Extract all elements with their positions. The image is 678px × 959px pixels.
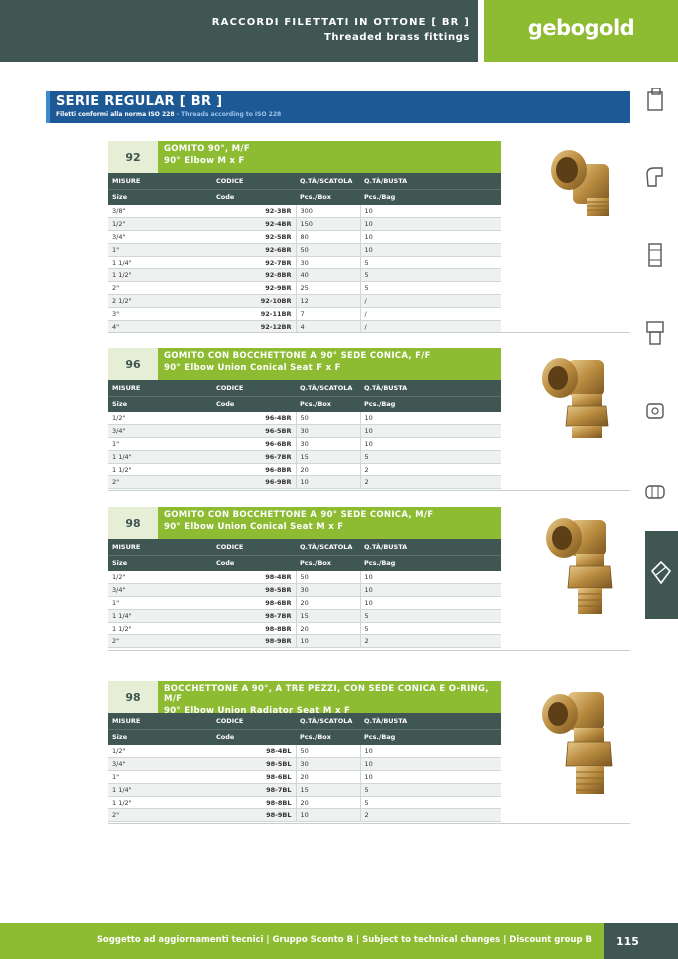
bag-qty-cell: 5 (360, 256, 501, 269)
box-qty-cell: 25 (296, 282, 360, 295)
code-cell: 98-6BR (212, 597, 296, 610)
code-cell: 96-5BR (212, 425, 296, 438)
bag-qty-cell: 10 (360, 243, 501, 256)
section-title-it: GOMITO CON BOCCHETTONE A 90° SEDE CONICA, F/F (164, 351, 431, 361)
box-qty-cell: 15 (296, 450, 360, 463)
table-row (108, 463, 501, 476)
table-header-it (108, 173, 501, 189)
section-header (108, 681, 501, 716)
code-cell: 96-9BR (212, 476, 296, 489)
bag-qty-cell: / (360, 307, 501, 320)
section-code: 98 (108, 507, 158, 539)
section-code: 92 (108, 141, 158, 173)
column-header: Q.TÀ/BUSTA (360, 173, 501, 189)
box-qty-cell: 50 (296, 412, 360, 425)
code-cell: 98-6BL (212, 771, 296, 784)
section-title-en: 90° Elbow Union Conical Seat M x F (164, 522, 344, 532)
elbow-union-96-photo (538, 350, 618, 442)
box-qty-cell: 20 (296, 622, 360, 635)
box-qty-cell: 12 (296, 295, 360, 308)
column-header: Pcs./Bag (360, 555, 501, 571)
section-header (108, 507, 501, 539)
bag-qty-cell: 5 (360, 450, 501, 463)
series-title: SERIE REGULAR [ BR ] (56, 94, 223, 109)
section-title (158, 141, 501, 173)
code-cell: 98-4BL (212, 745, 296, 758)
section-title (158, 681, 501, 716)
box-qty-cell: 30 (296, 758, 360, 771)
column-header: Pcs./Box (296, 555, 360, 571)
section-divider (108, 650, 630, 651)
table-row (108, 307, 501, 320)
column-header: Size (108, 729, 212, 745)
column-header: CODICE (212, 380, 296, 396)
box-qty-cell: 7 (296, 307, 360, 320)
code-cell: 92-12BR (212, 320, 296, 333)
column-header: MISURE (108, 380, 212, 396)
box-qty-cell: 10 (296, 635, 360, 648)
table-header-it (108, 380, 501, 396)
section-title-en: 90° Elbow Union Conical Seat F x F (164, 363, 341, 373)
code-cell: 98-7BR (212, 609, 296, 622)
bag-qty-cell: 2 (360, 463, 501, 476)
table-row (108, 609, 501, 622)
section-title (158, 507, 501, 539)
column-header: Size (108, 189, 212, 205)
section-divider (108, 823, 630, 824)
column-header: Q.TÀ/SCATOLA (296, 173, 360, 189)
product-section-92 (108, 141, 501, 333)
column-header: MISURE (108, 173, 212, 189)
bag-qty-cell: 10 (360, 597, 501, 610)
column-header: Code (212, 729, 296, 745)
code-cell: 92-9BR (212, 282, 296, 295)
code-cell: 98-5BR (212, 584, 296, 597)
bag-qty-cell: 10 (360, 412, 501, 425)
size-cell: 4" (108, 320, 212, 333)
product-table (108, 539, 501, 648)
section-title-it: BOCCHETTONE A 90°, A TRE PEZZI, CON SEDE CONICA E O-RING, M/F (164, 684, 489, 704)
header-band (0, 0, 478, 62)
size-cell: 1" (108, 243, 212, 256)
box-qty-cell: 20 (296, 796, 360, 809)
elbow-active-icon (650, 559, 672, 587)
bag-qty-cell: 2 (360, 809, 501, 822)
table-row (108, 476, 501, 489)
size-cell: 2" (108, 282, 212, 295)
column-header: Pcs./Bag (360, 396, 501, 412)
size-cell: 2" (108, 635, 212, 648)
column-header: Size (108, 555, 212, 571)
column-header: Size (108, 396, 212, 412)
code-cell: 98-4BR (212, 571, 296, 584)
product-section-96 (108, 348, 501, 489)
column-header: MISURE (108, 713, 212, 729)
section-title-en: 90° Elbow M x F (164, 156, 245, 166)
table-row (108, 231, 501, 244)
section-title (158, 348, 501, 380)
table-row (108, 243, 501, 256)
box-qty-cell: 20 (296, 463, 360, 476)
side-active-tab[interactable] (645, 531, 678, 619)
size-cell: 2" (108, 809, 212, 822)
column-header: Q.TÀ/BUSTA (360, 539, 501, 555)
bag-qty-cell: 10 (360, 771, 501, 784)
brand-band (484, 0, 678, 62)
column-header: Code (212, 396, 296, 412)
section-title-it: GOMITO CON BOCCHETTONE A 90° SEDE CONICA, M/F (164, 510, 434, 520)
code-cell: 96-6BR (212, 438, 296, 451)
bag-qty-cell: 2 (360, 476, 501, 489)
size-cell: 3/8" (108, 205, 212, 218)
table-row (108, 571, 501, 584)
section-code: 98 (108, 681, 158, 713)
table-header-it (108, 539, 501, 555)
box-qty-cell: 30 (296, 584, 360, 597)
box-qty-cell: 30 (296, 256, 360, 269)
valve-fitting-icon[interactable] (644, 398, 666, 424)
box-qty-cell: 80 (296, 231, 360, 244)
box-qty-cell: 15 (296, 783, 360, 796)
code-cell: 92-5BR (212, 231, 296, 244)
code-cell: 96-4BR (212, 412, 296, 425)
column-header: Pcs./Bag (360, 729, 501, 745)
section-divider (108, 332, 630, 333)
bag-qty-cell: / (360, 320, 501, 333)
brand-logo: gebogold (527, 16, 635, 40)
size-cell: 3" (108, 307, 212, 320)
table-row (108, 269, 501, 282)
code-cell: 92-11BR (212, 307, 296, 320)
bag-qty-cell: 10 (360, 205, 501, 218)
column-header: CODICE (212, 539, 296, 555)
section-header (108, 141, 501, 173)
column-header: Pcs./Box (296, 396, 360, 412)
section-header (108, 348, 501, 380)
size-cell: 1 1/2" (108, 269, 212, 282)
connector-fitting-icon[interactable] (644, 478, 666, 504)
bag-qty-cell: 10 (360, 218, 501, 231)
size-cell: 3/4" (108, 584, 212, 597)
product-table (108, 380, 501, 489)
bag-qty-cell: 5 (360, 622, 501, 635)
product-table (108, 713, 501, 822)
table-row (108, 771, 501, 784)
box-qty-cell: 4 (296, 320, 360, 333)
column-header: Pcs./Box (296, 729, 360, 745)
code-cell: 92-4BR (212, 218, 296, 231)
size-cell: 1/2" (108, 745, 212, 758)
series-banner (46, 91, 630, 123)
table-row (108, 425, 501, 438)
product-table (108, 173, 501, 333)
box-qty-cell: 300 (296, 205, 360, 218)
table-row (108, 412, 501, 425)
size-cell: 1/2" (108, 571, 212, 584)
code-cell: 96-8BR (212, 463, 296, 476)
box-qty-cell: 30 (296, 425, 360, 438)
size-cell: 1 1/2" (108, 622, 212, 635)
bag-qty-cell: 5 (360, 269, 501, 282)
table-row (108, 809, 501, 822)
page-footer (0, 923, 678, 959)
box-qty-cell: 10 (296, 476, 360, 489)
series-note (56, 111, 281, 118)
footer-text: Soggetto ad aggiornamenti tecnici | Gruppo Sconto B | Subject to technical changes | Discount group B (96, 935, 592, 945)
union-fitting-icon[interactable] (644, 320, 666, 346)
table-header-en (108, 189, 501, 205)
table-row (108, 622, 501, 635)
table-row (108, 438, 501, 451)
code-cell: 98-8BR (212, 622, 296, 635)
size-cell: 1 1/4" (108, 450, 212, 463)
table-row (108, 597, 501, 610)
bag-qty-cell: 5 (360, 609, 501, 622)
table-header-en (108, 555, 501, 571)
radiator-union-98-photo (538, 684, 618, 800)
box-qty-cell: 15 (296, 609, 360, 622)
header-subtitle: Threaded brass fittings (323, 32, 470, 43)
bag-qty-cell: 10 (360, 231, 501, 244)
bag-qty-cell: 10 (360, 745, 501, 758)
code-cell: 96-7BR (212, 450, 296, 463)
column-header: Pcs./Box (296, 189, 360, 205)
box-qty-cell: 40 (296, 269, 360, 282)
section-title-it: GOMITO 90°, M/F (164, 144, 250, 154)
table-row (108, 295, 501, 308)
bag-qty-cell: 5 (360, 796, 501, 809)
series-note-it: Filetti conformi alla norma ISO 228 (56, 111, 175, 118)
code-cell: 98-7BL (212, 783, 296, 796)
column-header: MISURE (108, 539, 212, 555)
code-cell: 98-8BL (212, 796, 296, 809)
box-qty-cell: 20 (296, 597, 360, 610)
size-cell: 1" (108, 597, 212, 610)
box-qty-cell: 50 (296, 571, 360, 584)
column-header: Q.TÀ/BUSTA (360, 713, 501, 729)
column-header: CODICE (212, 173, 296, 189)
elbow-fitting-icon[interactable] (644, 164, 666, 190)
section-code: 96 (108, 348, 158, 380)
code-cell: 98-9BR (212, 635, 296, 648)
series-note-en: - Threads according to ISO 228 (174, 111, 282, 118)
header-title: RACCORDI FILETTATI IN OTTONE [ BR ] (211, 17, 470, 28)
table-header-en (108, 729, 501, 745)
size-cell: 2 1/2" (108, 295, 212, 308)
code-cell: 98-9BL (212, 809, 296, 822)
product-section-98-br (108, 507, 501, 648)
size-cell: 1 1/2" (108, 463, 212, 476)
code-cell: 92-6BR (212, 243, 296, 256)
table-header-en (108, 396, 501, 412)
bag-qty-cell: 5 (360, 783, 501, 796)
nipple-fitting-icon[interactable] (644, 242, 666, 268)
column-header: Q.TÀ/SCATOLA (296, 539, 360, 555)
code-cell: 92-7BR (212, 256, 296, 269)
table-row (108, 256, 501, 269)
size-cell: 3/4" (108, 425, 212, 438)
table-row (108, 584, 501, 597)
table-row (108, 796, 501, 809)
size-cell: 1" (108, 438, 212, 451)
size-cell: 1 1/2" (108, 796, 212, 809)
product-section-98-bl (108, 681, 501, 822)
table-row (108, 758, 501, 771)
size-cell: 3/4" (108, 758, 212, 771)
bag-qty-cell: 10 (360, 758, 501, 771)
table-row (108, 218, 501, 231)
table-row (108, 205, 501, 218)
code-cell: 92-10BR (212, 295, 296, 308)
table-row (108, 282, 501, 295)
column-header: Q.TÀ/BUSTA (360, 380, 501, 396)
size-cell: 1" (108, 771, 212, 784)
elbow-92-photo (545, 142, 623, 220)
column-header: Pcs./Bag (360, 189, 501, 205)
elbow-union-98-photo (540, 510, 620, 618)
code-cell: 98-5BL (212, 758, 296, 771)
page-header (0, 0, 678, 62)
bag-qty-cell: 5 (360, 282, 501, 295)
page-number: 115 (604, 923, 678, 959)
bag-qty-cell: 10 (360, 438, 501, 451)
box-qty-cell: 30 (296, 438, 360, 451)
table-row (108, 450, 501, 463)
table-row (108, 745, 501, 758)
size-cell: 1 1/4" (108, 256, 212, 269)
size-cell: 2" (108, 476, 212, 489)
column-header: Q.TÀ/SCATOLA (296, 380, 360, 396)
table-row (108, 635, 501, 648)
tee-fitting-icon[interactable] (644, 88, 666, 114)
box-qty-cell: 20 (296, 771, 360, 784)
column-header: CODICE (212, 713, 296, 729)
box-qty-cell: 50 (296, 745, 360, 758)
section-divider (108, 490, 630, 491)
box-qty-cell: 50 (296, 243, 360, 256)
table-row (108, 783, 501, 796)
code-cell: 92-8BR (212, 269, 296, 282)
column-header: Q.TÀ/SCATOLA (296, 713, 360, 729)
column-header: Code (212, 189, 296, 205)
code-cell: 92-3BR (212, 205, 296, 218)
size-cell: 3/4" (108, 231, 212, 244)
column-header: Code (212, 555, 296, 571)
box-qty-cell: 10 (296, 809, 360, 822)
size-cell: 1/2" (108, 412, 212, 425)
size-cell: 1/2" (108, 218, 212, 231)
bag-qty-cell: 2 (360, 635, 501, 648)
bag-qty-cell: / (360, 295, 501, 308)
bag-qty-cell: 10 (360, 425, 501, 438)
bag-qty-cell: 10 (360, 584, 501, 597)
size-cell: 1 1/4" (108, 783, 212, 796)
size-cell: 1 1/4" (108, 609, 212, 622)
bag-qty-cell: 10 (360, 571, 501, 584)
section-title-en: 90° Elbow Union Radiator Seat M x F (164, 706, 351, 716)
box-qty-cell: 150 (296, 218, 360, 231)
